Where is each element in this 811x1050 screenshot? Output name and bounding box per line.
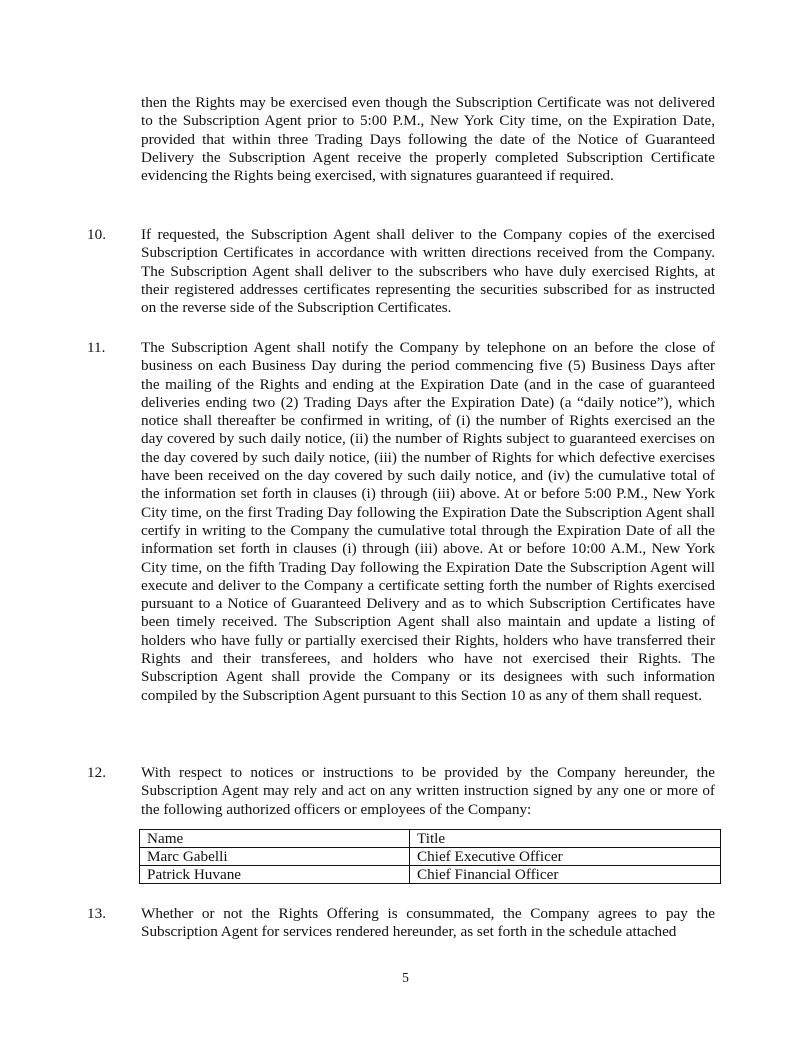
section-10-text: If requested, the Subscription Agent shall deliver to the Company copies of the exercised Subscription Certificates in accordance with written directions received from the Company. The Subscription Agent shall deliver to the subscribers who have duly exercised Rights, at their registered addresses certificates representing the securities subscribed for as instructed on the reverse side of the Subscription Certificates.	[141, 226, 715, 317]
section-10-number: 10.	[87, 226, 106, 243]
header-name: Name	[140, 830, 410, 848]
table-row	[140, 866, 721, 884]
section-11-text: The Subscription Agent shall notify the Company by telephone on an before the close of business on each Business Day during the period commencing five (5) Business Days after the mailing of the Rights and ending at the Expiration Date (and in the case of guaranteed deliveries ending two (2) Trading Days after the Expiration Date) (a “daily notice”), which notice shall thereafter be confirmed in writing, of (i) the number of Rights exercised an the day covered by such daily notice, (ii) the number of Rights subject to guaranteed exercises on the day covered by such daily notice, (iii) the number of Rights for which defective exercises have been received on the day covered by such daily notice, and (iv) the cumulative total of the information set forth in clauses (i) through (iii) above. At or before 5:00 P.M., New York City time, on the first Trading Day following the Expiration Date the Subscription Agent shall certify in writing to the Company the cumulative total through the Expiration Date of all the information set forth in clauses (i) through (iii) above. At or before 10:00 A.M., New York City time, on the fifth Trading Day following the Expiration Date the Subscription Agent will execute and deliver to the Company a certificate setting forth the number of Rights exercised pursuant to a Notice of Guaranteed Delivery and as to which Subscription Certificates have been timely received. The Subscription Agent shall also maintain and update a listing of holders who have fully or partially exercised their Rights, holders who have transferred their Rights and their transferees, and holders who have not exercised their Rights. The Subscription Agent shall provide the Company or its designees with such information compiled by the Subscription Agent pursuant to this Section 10 as any of them shall request.	[141, 339, 715, 704]
officer-name: Patrick Huvane	[140, 866, 410, 884]
section-12-number: 12.	[87, 764, 106, 781]
section-13-number: 13.	[87, 905, 106, 922]
section-13-text: Whether or not the Rights Offering is consummated, the Company agrees to pay the Subscription Agent for services rendered hereunder, as set forth in the schedule attached	[141, 905, 715, 941]
section-9-continuation: then the Rights may be exercised even though the Subscription Certificate was not delivered to the Subscription Agent prior to 5:00 P.M., New York City time, on the Expiration Date, provided that within three Trading Days following the date of the Notice of Guaranteed Delivery the Subscription Agent receive the properly completed Subscription Certificate evidencing the Rights being exercised, with signatures guaranteed if required.	[141, 94, 715, 185]
officer-title: Chief Financial Officer	[410, 866, 721, 884]
section-12-text: With respect to notices or instructions to be provided by the Company hereunder, the Subscription Agent may rely and act on any written instruction signed by any one or more of the following authorized officers or employees of the Company:	[141, 764, 715, 818]
officer-name: Marc Gabelli	[140, 848, 410, 866]
page-number: 5	[402, 970, 409, 985]
header-title: Title	[410, 830, 721, 848]
section-11-number: 11.	[87, 339, 106, 356]
officer-title: Chief Executive Officer	[410, 848, 721, 866]
table-header-row	[140, 830, 721, 848]
authorized-officers-table	[139, 829, 721, 884]
table-row	[140, 848, 721, 866]
